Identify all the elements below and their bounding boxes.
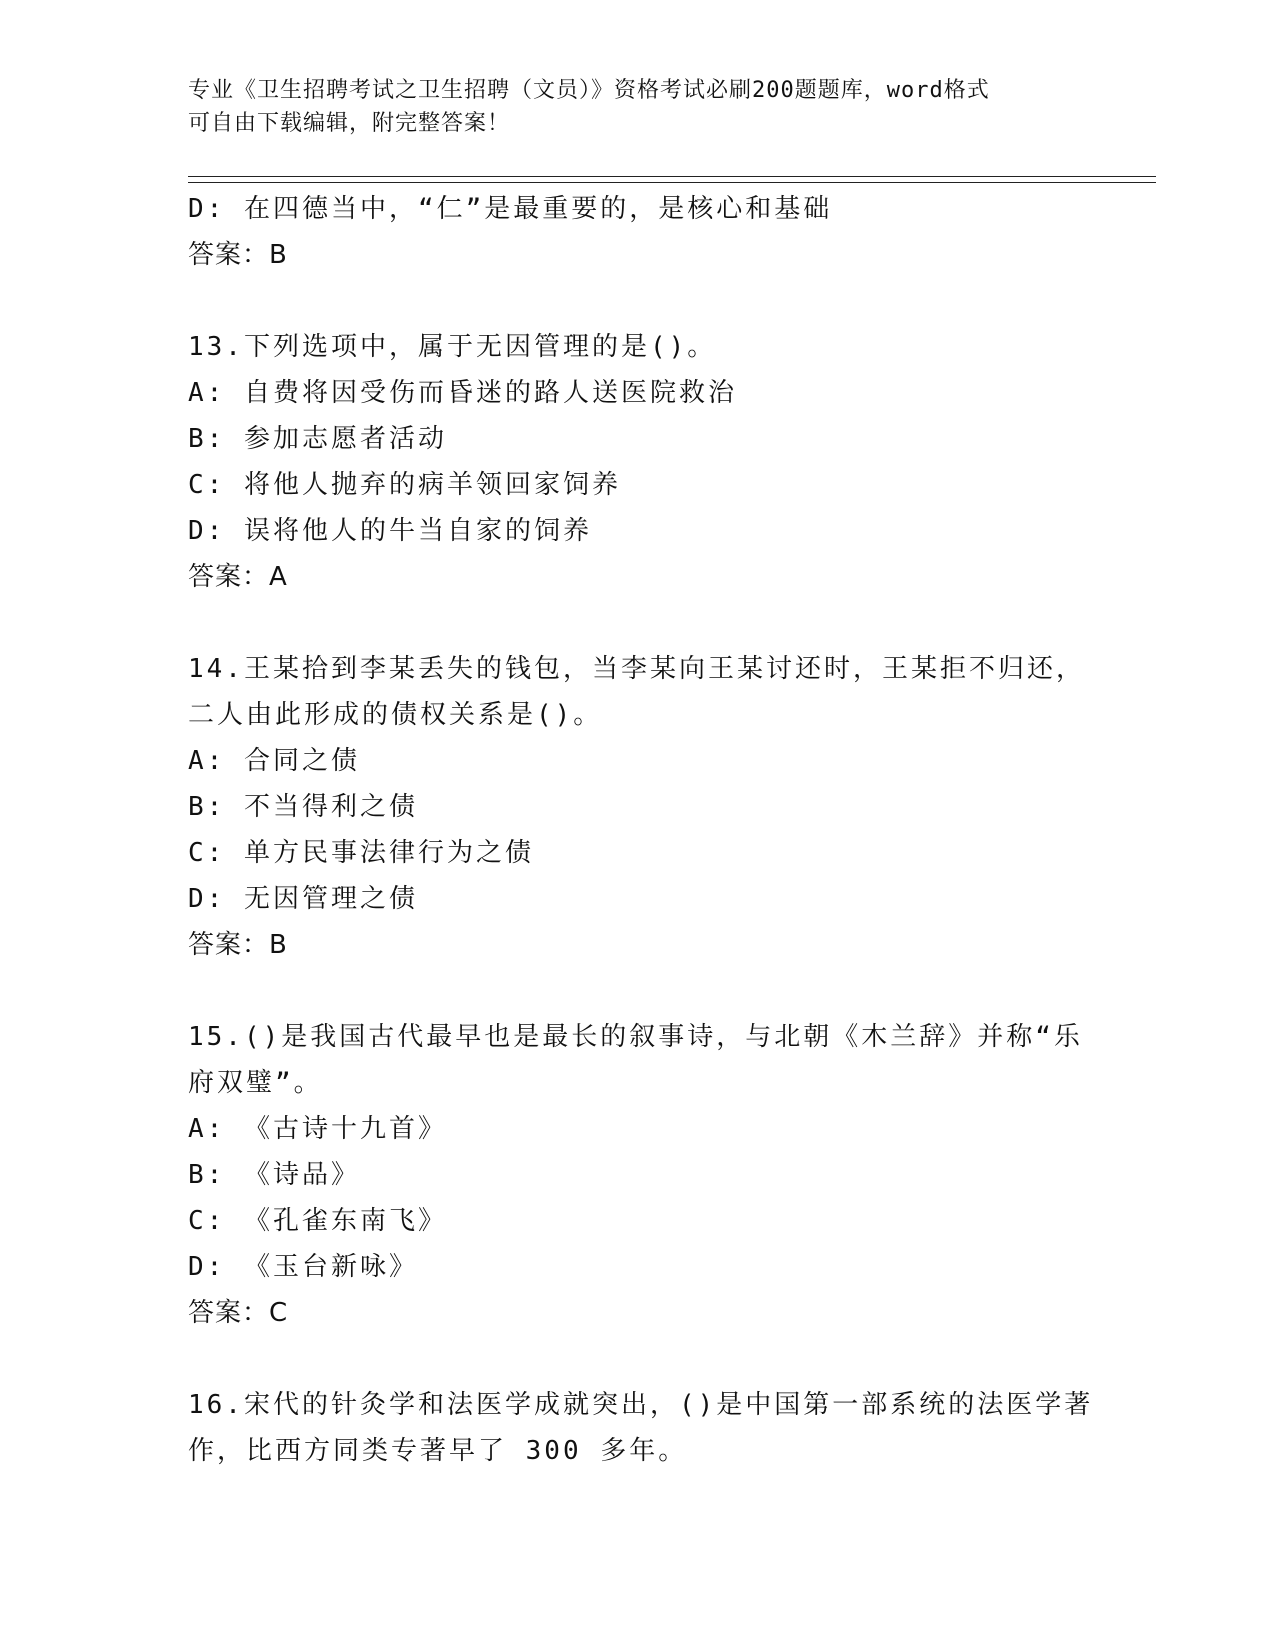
option-b: B: 《诗品》 bbox=[188, 1160, 360, 1190]
previous-question-tail bbox=[188, 186, 1088, 278]
question-stem: 14.王某拾到李某丢失的钱包，当李某向王某讨还时，王某拒不归还， bbox=[188, 654, 1085, 684]
header-divider-bottom bbox=[188, 182, 1156, 183]
option-b: B: 参加志愿者活动 bbox=[188, 424, 447, 454]
document-header bbox=[188, 74, 1068, 140]
header-line-2: 可自由下载编辑，附完整答案！ bbox=[188, 111, 511, 136]
question-stem: 15.()是我国古代最早也是最长的叙事诗，与北朝《木兰辞》并称“乐 bbox=[188, 1022, 1083, 1052]
option-a: A: 《古诗十九首》 bbox=[188, 1114, 447, 1144]
option-c: C: 将他人抛弃的病羊领回家饲养 bbox=[188, 470, 621, 500]
answer-line: 答案：B bbox=[188, 930, 288, 960]
option-b: B: 不当得利之债 bbox=[188, 792, 418, 822]
question-14 bbox=[188, 646, 1088, 968]
option-d: D: 在四德当中，“仁”是最重要的，是核心和基础 bbox=[188, 194, 833, 224]
question-content bbox=[188, 186, 1094, 1474]
question-stem-continued: 作，比西方同类专著早了 300 多年。 bbox=[188, 1436, 688, 1466]
header-line-1: 专业《卫生招聘考试之卫生招聘（文员）》资格考试必刷200题题库，word格式 bbox=[188, 78, 990, 103]
question-stem-continued: 府双璧”。 bbox=[188, 1068, 323, 1098]
question-16 bbox=[188, 1382, 1094, 1474]
option-d: D: 误将他人的牛当自家的饲养 bbox=[188, 516, 592, 546]
spacer bbox=[188, 968, 1088, 1014]
answer-line: 答案：B bbox=[188, 240, 288, 270]
spacer bbox=[188, 1336, 1088, 1382]
spacer bbox=[188, 600, 1088, 646]
option-c: C: 单方民事法律行为之债 bbox=[188, 838, 534, 868]
option-d: D: 无因管理之债 bbox=[188, 884, 418, 914]
option-a: A: 合同之债 bbox=[188, 746, 360, 776]
question-15 bbox=[188, 1014, 1088, 1336]
question-stem: 16.宋代的针灸学和法医学成就突出，()是中国第一部系统的法医学著 bbox=[188, 1390, 1094, 1420]
question-stem-continued: 二人由此形成的债权关系是()。 bbox=[188, 700, 603, 730]
question-13 bbox=[188, 324, 1088, 600]
option-d: D: 《玉台新咏》 bbox=[188, 1252, 418, 1282]
answer-line: 答案：A bbox=[188, 562, 288, 592]
spacer bbox=[188, 278, 1088, 324]
option-a: A: 自费将因受伤而昏迷的路人送医院救治 bbox=[188, 378, 737, 408]
option-c: C: 《孔雀东南飞》 bbox=[188, 1206, 447, 1236]
answer-line: 答案：C bbox=[188, 1298, 289, 1328]
header-divider-top bbox=[188, 176, 1156, 177]
question-stem: 13.下列选项中，属于无因管理的是()。 bbox=[188, 332, 717, 362]
